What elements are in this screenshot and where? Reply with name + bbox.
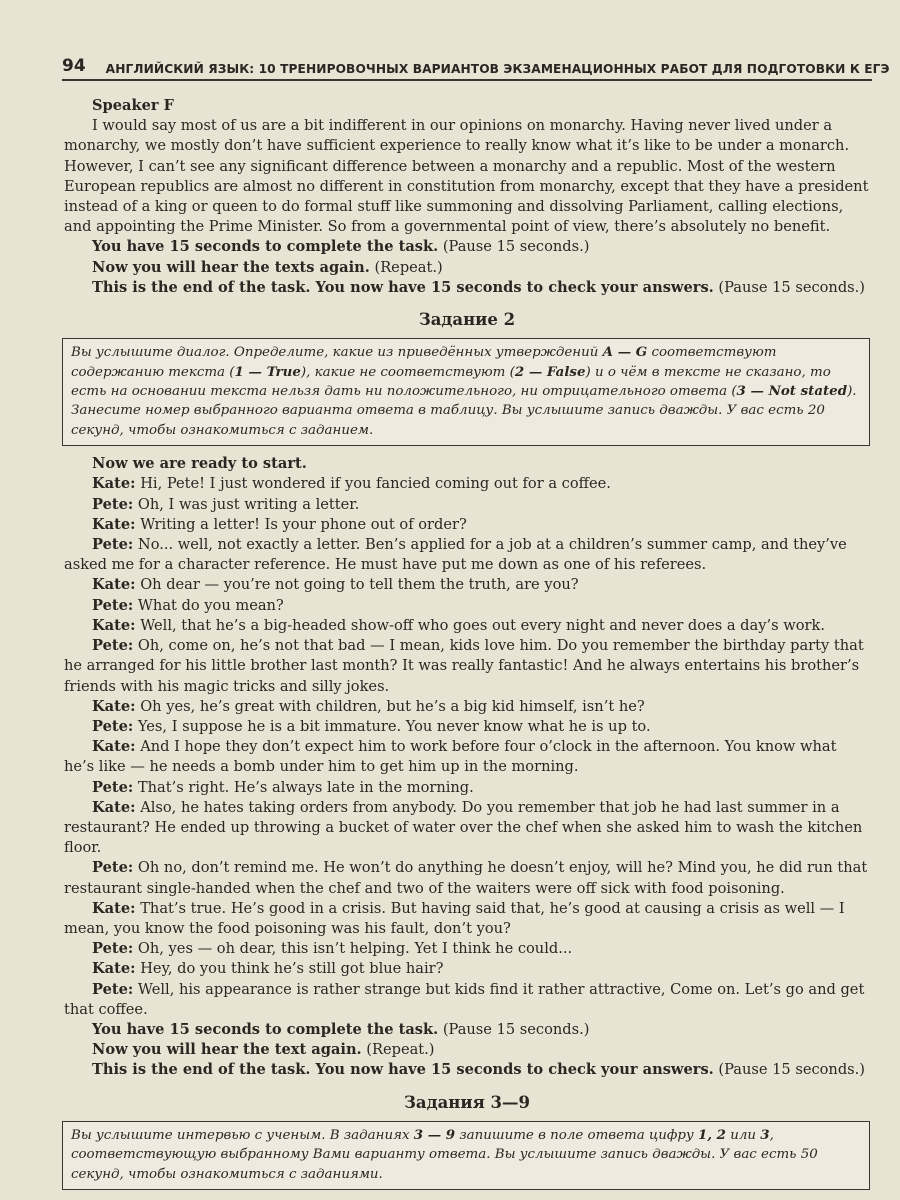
line-text: Well, his appearance is rather strange but kids find it rather attractive, Come on. Let’s go and get that coffee. bbox=[64, 980, 865, 1018]
line-text: Oh no, don’t remind me. He won’t do anything he doesn’t enjoy, will he? Mind you, he did run that restaurant single-handed when the chef and two of the waiters were off sick with food poisoning. bbox=[64, 859, 868, 897]
line-text: That’s true. He’s good in a crisis. But having said that, he’s good at causing a crisis as well — I mean, you know the food poisoning was his fault, don’t you? bbox=[64, 899, 845, 937]
speaker-f-title: Speaker F bbox=[92, 97, 175, 114]
speaker-name: Pete: bbox=[92, 940, 134, 958]
line-text: That’s right. He’s always late in the morning. bbox=[133, 778, 474, 796]
line-text: Hey, do you think he’s still got blue hair? bbox=[135, 960, 444, 978]
speaker-f-text: I would say most of us are a bit indifferent in our opinions on monarchy. Having never lived under a monarchy, we mostly don’t have sufficient experience to really know what it’s like to be under a monarch. However, I can’t see any significant difference between a monarchy and a republic. Most of the western European republics are almost no different in constitution from monarchy, except that they have a president instead of a king or queen to do formal stuff like summoning and dissolving Parliament, calling elections, and appointing the Prime Minister. So from a governmental point of view, there’s absolutely no benefit. bbox=[64, 117, 869, 236]
task-3-9-heading: Задания 3—9 bbox=[404, 1092, 530, 1112]
dialogue-line bbox=[64, 798, 870, 859]
dialogue-line bbox=[64, 474, 870, 494]
line-text: Well, that he’s a big-headed show-off who goes out every night and never does a day’s work. bbox=[135, 616, 825, 634]
line-text: Oh, yes — oh dear, this isn’t helping. Yet I think he could... bbox=[133, 940, 573, 958]
dialogue-line bbox=[64, 899, 870, 939]
speaker-name: Kate: bbox=[92, 475, 136, 493]
dialogue-line bbox=[64, 858, 870, 898]
speaker-name: Pete: bbox=[92, 536, 134, 554]
line-text: What do you mean? bbox=[133, 596, 284, 614]
dialogue-line bbox=[64, 575, 870, 595]
dialogue-line bbox=[64, 636, 870, 697]
running-title: АНГЛИЙСКИЙ ЯЗЫК: 10 ТРЕНИРОВОЧНЫХ ВАРИАНТОВ ЭКЗАМЕНАЦИОННЫХ РАБОТ ДЛЯ ПОДГОТОВКИ К ЕГЭ bbox=[105, 62, 890, 76]
line-text: No... well, not exactly a letter. Ben’s applied for a job at a children’s summer camp, and they’ve asked me for a character reference. He must have put me down as one of his referees. bbox=[64, 536, 847, 574]
speaker-name: Kate: bbox=[92, 960, 136, 978]
speaker-name: Kate: bbox=[92, 798, 136, 816]
line-text: And I hope they don’t expect him to work before four o’clock in the afternoon. You know what he’s like — he needs a bomb under him to get him up in the morning. bbox=[64, 738, 837, 776]
instruction-line: You have 15 seconds to complete the task. (Pause 15 seconds.) bbox=[92, 1020, 590, 1038]
dialogue-line bbox=[64, 980, 870, 1020]
line-text: Oh dear — you’re not going to tell them the truth, are you? bbox=[135, 576, 579, 594]
line-text: Also, he hates taking orders from anybody. Do you remember that job he had last summer in a restaurant? He ended up throwing a bucket of water over the chef when she asked him to wash the kitchen floor. bbox=[64, 798, 863, 857]
dialogue-line bbox=[64, 535, 870, 575]
instruction-line: Now you will hear the text again. (Repeat.) bbox=[92, 1041, 435, 1059]
instruction-line: You have 15 seconds to complete the task. (Pause 15 seconds.) bbox=[92, 238, 590, 256]
instruction-line: This is the end of the task. You now have 15 seconds to check your answers. (Pause 15 seconds.) bbox=[92, 278, 865, 296]
speaker-name: Kate: bbox=[92, 738, 136, 756]
task-3-9-instructions: Вы услышите интервью с ученым. В заданиях 3 — 9 запишите в поле ответа цифру 1, 2 или 3, соответствующую выбранному Вами варианту ответа. Вы услышите запись дважды. У вас есть 50 секунд, чтобы ознакомиться с заданиями. bbox=[62, 1121, 870, 1190]
speaker-name: Kate: bbox=[92, 576, 136, 594]
dialogue-line bbox=[64, 616, 870, 636]
speaker-name: Pete: bbox=[92, 778, 134, 796]
line-text: Hi, Pete! I just wondered if you fancied coming out for a coffee. bbox=[135, 475, 611, 493]
speaker-name: Kate: bbox=[92, 515, 136, 533]
dialogue-line bbox=[64, 515, 870, 535]
dialogue-line bbox=[64, 939, 870, 959]
page-content bbox=[64, 96, 870, 1190]
speaker-name: Kate: bbox=[92, 697, 136, 715]
speaker-name: Pete: bbox=[92, 596, 134, 614]
line-text: Writing a letter! Is your phone out of order? bbox=[135, 515, 467, 533]
dialogue-line bbox=[64, 697, 870, 717]
speaker-name: Pete: bbox=[92, 717, 134, 735]
dialogue-line bbox=[64, 959, 870, 979]
line-text: Oh, come on, he’s not that bad — I mean, kids love him. Do you remember the birthday party that he arranged for his little brother last month? It was really fantastic! And he always entertains his brother’s friends with his magic tricks and silly jokes. bbox=[64, 637, 864, 695]
instruction-line: This is the end of the task. You now have 15 seconds to check your answers. (Pause 15 seconds.) bbox=[92, 1061, 865, 1079]
line-text: Yes, I suppose he is a bit immature. You never know what he is up to. bbox=[133, 717, 651, 735]
speaker-name: Pete: bbox=[92, 495, 134, 513]
dialogue-line bbox=[64, 778, 870, 798]
page-header bbox=[62, 48, 890, 81]
speaker-name: Kate: bbox=[92, 899, 136, 917]
speaker-name: Pete: bbox=[92, 637, 134, 655]
page-number: 94 bbox=[62, 56, 86, 76]
task-2-heading: Задание 2 bbox=[418, 310, 516, 330]
dialogue-line bbox=[64, 737, 870, 777]
speaker-name: Pete: bbox=[92, 980, 134, 998]
dialogue-line bbox=[64, 717, 870, 737]
dialogue bbox=[64, 474, 870, 1019]
speaker-name: Kate: bbox=[92, 616, 136, 634]
dialogue-line bbox=[64, 495, 870, 515]
line-text: Oh, I was just writing a letter. bbox=[133, 495, 360, 513]
line-text: Oh yes, he’s great with children, but he’s a big kid himself, isn’t he? bbox=[135, 697, 645, 715]
task-2-instructions: Вы услышите диалог. Определите, какие из приведённых утверждений A — G соответствуют содержанию текста (1 — True), какие не соответствуют (2 — False) и о чём в тексте не сказано, то есть на основании текста нельзя дать ни положительного, ни отрицательного ответа (3 — Not stated). Занесите номер выбранного варианта ответа в таблицу. Вы услышите запись дважды. У вас есть 20 секунд, чтобы ознакомиться с заданием. bbox=[62, 338, 870, 446]
speaker-name: Pete: bbox=[92, 859, 134, 877]
dialogue-start: Now we are ready to start. bbox=[92, 455, 307, 473]
instruction-line: Now you will hear the texts again. (Repeat.) bbox=[92, 258, 443, 276]
dialogue-line bbox=[64, 596, 870, 616]
